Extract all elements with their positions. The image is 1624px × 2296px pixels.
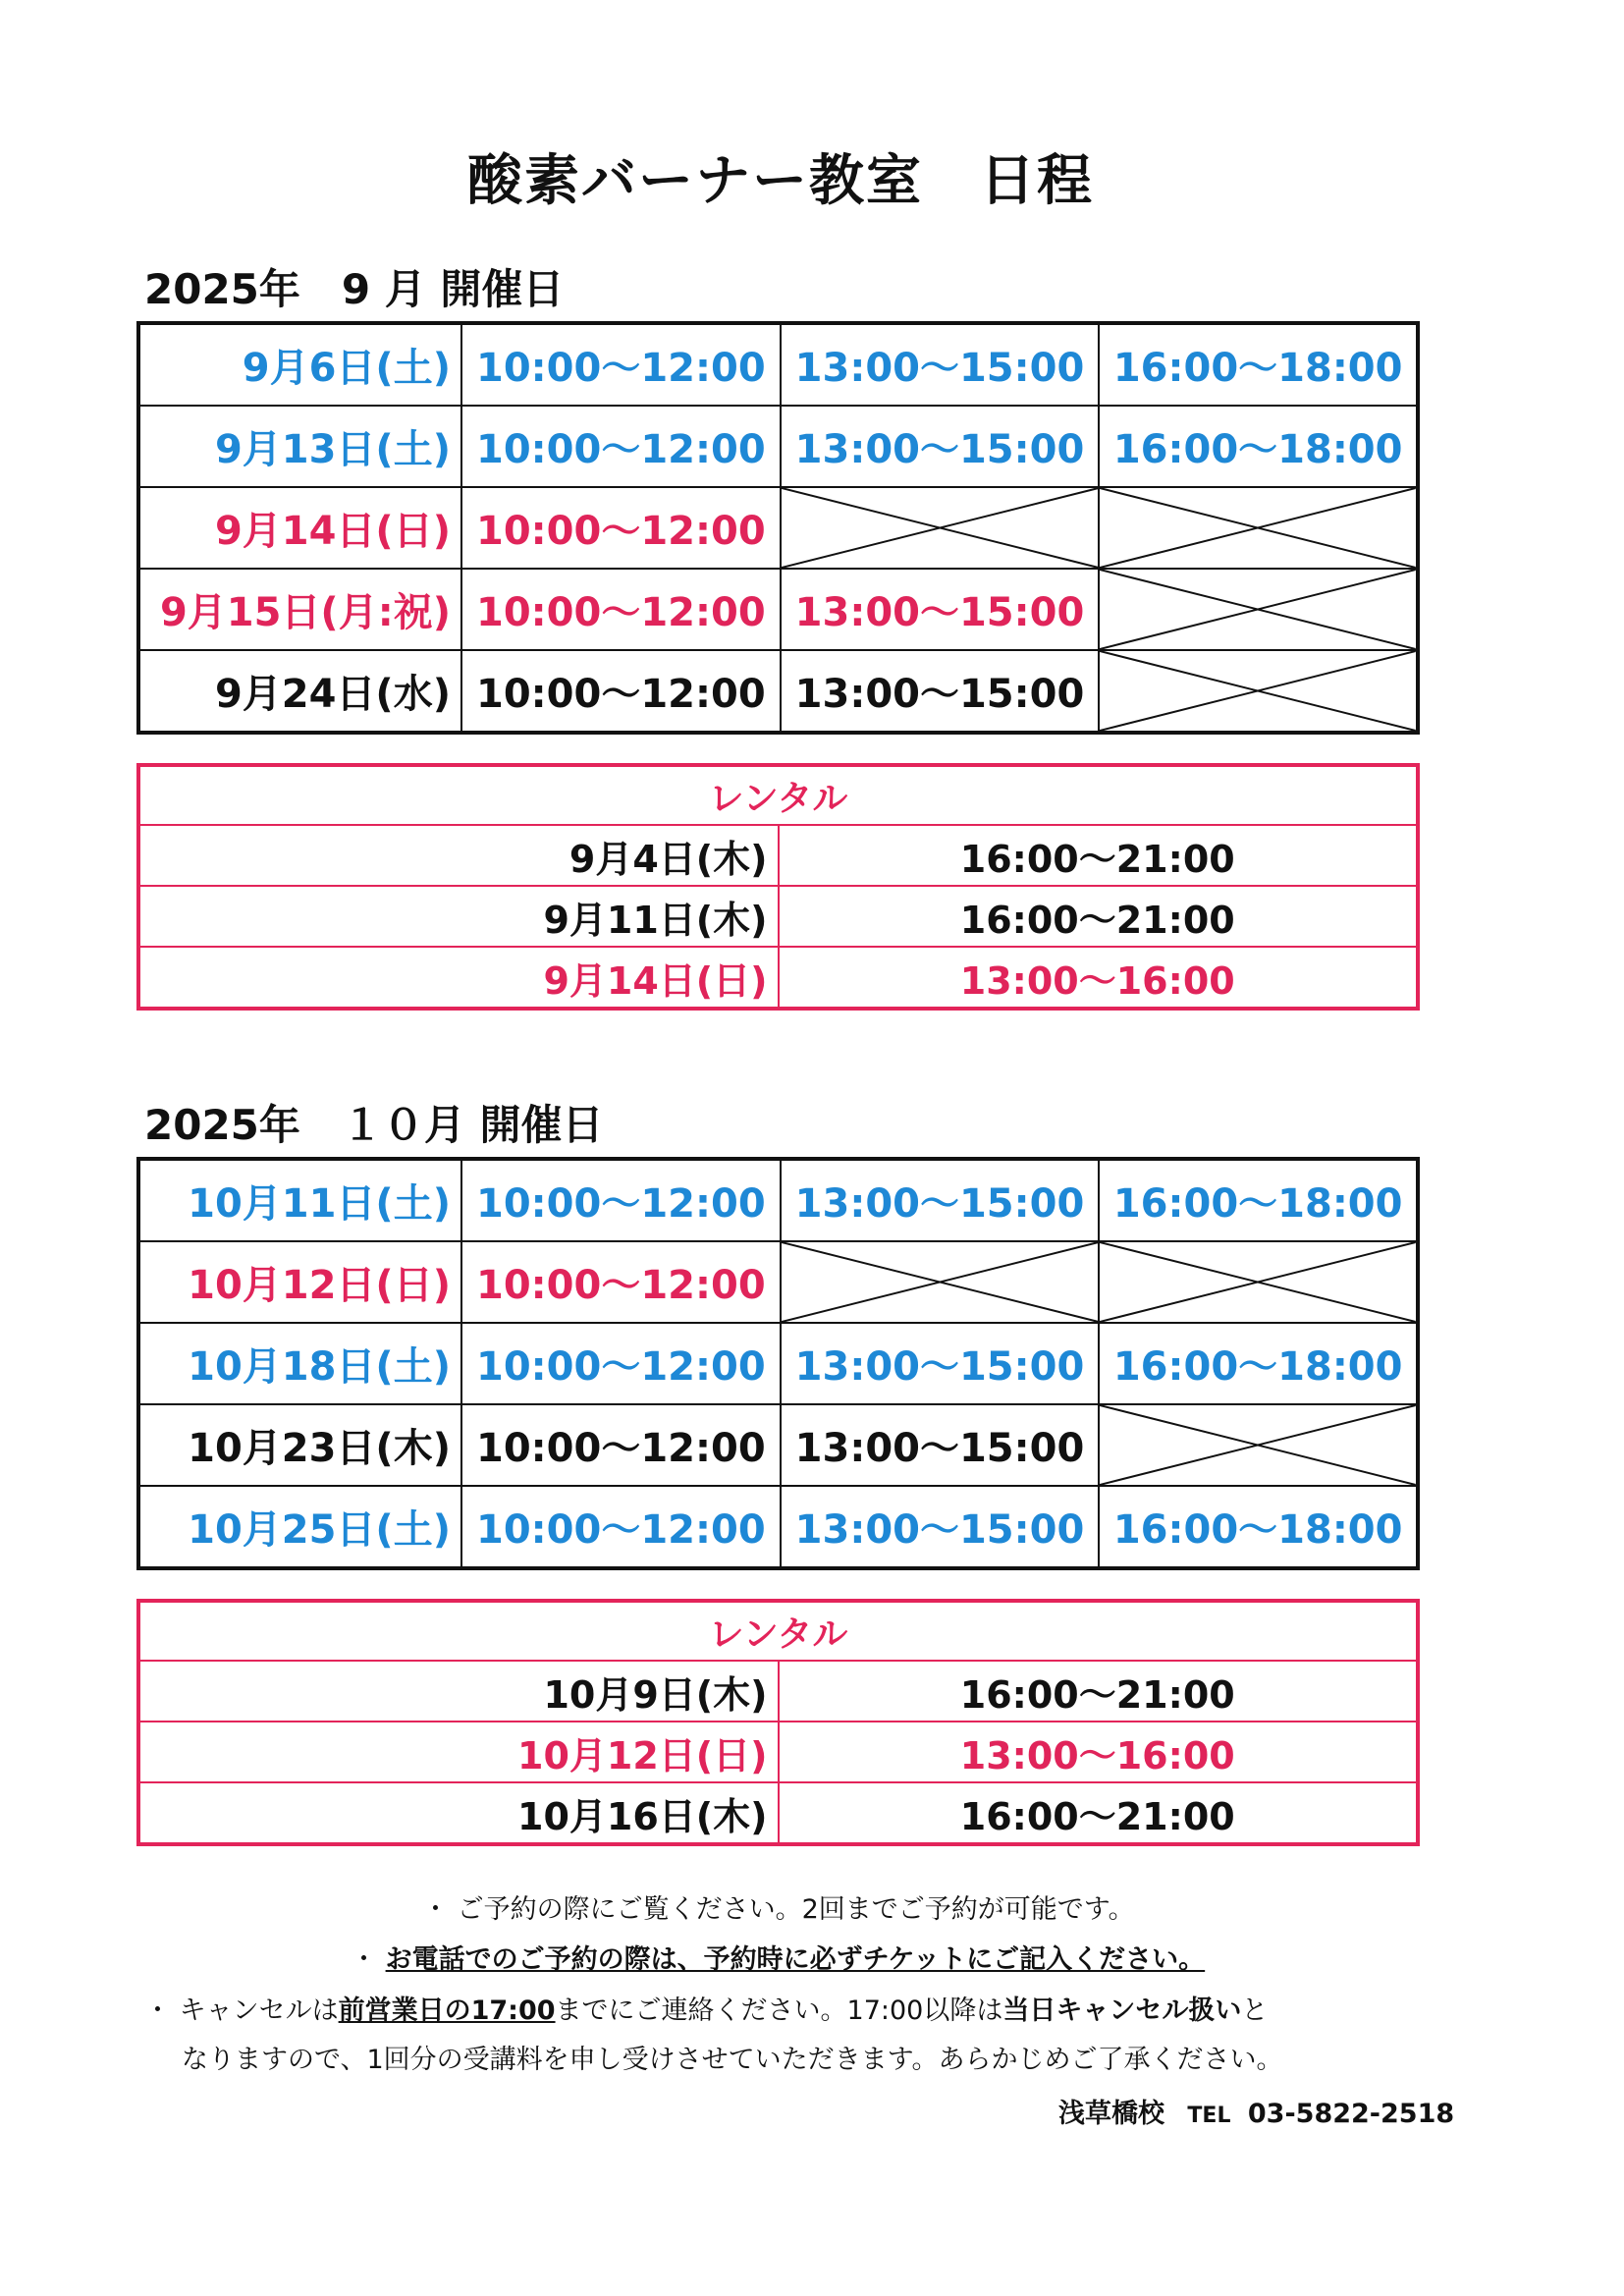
rental-row [138, 1722, 1418, 1782]
rental-time: 13:00～16:00 [779, 947, 1419, 1009]
rental-time: 16:00～21:00 [779, 1661, 1419, 1722]
schedule-slot: 13:00～15:00 [781, 1159, 1100, 1241]
schedule-date: 9月15日(月:祝) [138, 569, 461, 650]
schedule-slot: 13:00～15:00 [781, 1323, 1100, 1404]
schedule-row [138, 1159, 1418, 1241]
note-cancel-a: ・ キャンセルは [144, 1995, 339, 2026]
rental-date: 9月11日(木) [138, 886, 779, 947]
schedule-row [138, 1323, 1418, 1404]
schedule-slot: 10:00～12:00 [461, 569, 781, 650]
schedule-slot: 10:00～12:00 [461, 1241, 781, 1323]
note-cancel-e: と [1241, 1995, 1269, 2026]
rental-row [138, 825, 1418, 886]
rental-header-row [138, 765, 1418, 825]
note-cancel-fee: なりますので、1回分の受講料を申し受けさせていただきます。あらかじめご了承ください。 [182, 2045, 1283, 2075]
schedule-date: 9月13日(土) [138, 406, 461, 487]
rental-row [138, 1782, 1418, 1844]
note-reservation-view: ・ ご予約の際にご覧ください。2回までご予約が可能です。 [422, 1894, 1135, 1925]
unavailable-cross-icon [1100, 488, 1416, 568]
schedule-slot: 10:00～12:00 [461, 1486, 781, 1568]
schedule-row [138, 1241, 1418, 1323]
schedule-slot: 16:00～18:00 [1099, 1486, 1418, 1568]
schedule-slot: 13:00～15:00 [781, 1486, 1100, 1568]
schedule-slot: 16:00～18:00 [1099, 406, 1418, 487]
rental-time: 16:00～21:00 [779, 1782, 1419, 1844]
schedule-date: 10月23日(木) [138, 1404, 461, 1486]
schedule-date: 10月11日(土) [138, 1159, 461, 1241]
schedule-slot: 16:00～18:00 [1099, 1323, 1418, 1404]
schedule-date: 10月25日(土) [138, 1486, 461, 1568]
rental-date: 9月14日(日) [138, 947, 779, 1009]
rental-date: 9月4日(木) [138, 825, 779, 886]
unavailable-cross-icon [782, 1242, 1099, 1322]
unavailable-cross-icon [1100, 570, 1416, 649]
schedule-date: 9月24日(水) [138, 650, 461, 733]
schedule-row [138, 487, 1418, 569]
schedule-slot: 13:00～15:00 [781, 1404, 1100, 1486]
rental-time: 16:00～21:00 [779, 886, 1419, 947]
rental-date: 10月9日(木) [138, 1661, 779, 1722]
schedule-slot: 10:00～12:00 [461, 323, 781, 406]
september-heading: 2025年 9 月 開催日 [144, 265, 565, 313]
school-name: 浅草橋校 [1058, 2099, 1164, 2129]
schedule-date: 9月14日(日) [138, 487, 461, 569]
schedule-date: 9月6日(土) [138, 323, 461, 406]
schedule-row [138, 1404, 1418, 1486]
schedule-slot: 13:00～15:00 [781, 406, 1100, 487]
schedule-slot: 13:00～15:00 [781, 323, 1100, 406]
tel-number: 03-5822-2518 [1247, 2099, 1455, 2129]
schedule-slot-empty [1099, 487, 1418, 569]
rental-header-row [138, 1601, 1418, 1661]
schedule-slot: 13:00～15:00 [781, 569, 1100, 650]
note-bullet: ・ [351, 1944, 386, 1975]
schedule-slot: 16:00～18:00 [1099, 1159, 1418, 1241]
note-cancel-policy [144, 1989, 1268, 2027]
rental-time: 13:00～16:00 [779, 1722, 1419, 1782]
october-heading: 2025年 １０月 開催日 [144, 1101, 604, 1149]
rental-row [138, 947, 1418, 1009]
unavailable-cross-icon [1100, 651, 1416, 731]
rental-header: レンタル [138, 765, 1418, 825]
schedule-slot-empty [1099, 1404, 1418, 1486]
schedule-slot-empty [781, 487, 1100, 569]
schedule-slot: 10:00～12:00 [461, 1159, 781, 1241]
schedule-slot: 13:00～15:00 [781, 650, 1100, 733]
unavailable-cross-icon [782, 488, 1099, 568]
schedule-date: 10月12日(日) [138, 1241, 461, 1323]
october-rental-table [136, 1599, 1420, 1846]
schedule-row [138, 1486, 1418, 1568]
rental-row [138, 886, 1418, 947]
schedule-slot: 10:00～12:00 [461, 650, 781, 733]
schedule-row [138, 650, 1418, 733]
note-phone-reservation [351, 1938, 1205, 1976]
schedule-slot: 10:00～12:00 [461, 1404, 781, 1486]
tel-label: TEL [1187, 2104, 1231, 2128]
schedule-slot-empty [781, 1241, 1100, 1323]
note-cancel-deadline: 前営業日の17:00 [338, 1995, 556, 2026]
september-rental-table [136, 763, 1420, 1011]
schedule-row [138, 406, 1418, 487]
schedule-slot: 16:00～18:00 [1099, 323, 1418, 406]
schedule-slot-empty [1099, 650, 1418, 733]
schedule-slot: 10:00～12:00 [461, 1323, 781, 1404]
rental-row [138, 1661, 1418, 1722]
rental-date: 10月12日(日) [138, 1722, 779, 1782]
page-title: 酸素バーナー教室 日程 [467, 149, 1094, 213]
schedule-row [138, 569, 1418, 650]
schedule-slot-empty [1099, 569, 1418, 650]
unavailable-cross-icon [1100, 1405, 1416, 1485]
rental-time: 16:00～21:00 [779, 825, 1419, 886]
october-schedule-table [136, 1157, 1420, 1570]
schedule-slot: 10:00～12:00 [461, 406, 781, 487]
schedule-row [138, 323, 1418, 406]
unavailable-cross-icon [1100, 1242, 1416, 1322]
schedule-date: 10月18日(土) [138, 1323, 461, 1404]
rental-date: 10月16日(木) [138, 1782, 779, 1844]
rental-header: レンタル [138, 1601, 1418, 1661]
september-schedule-table [136, 321, 1420, 735]
schedule-slot: 10:00～12:00 [461, 487, 781, 569]
note-cancel-sameday: 当日キャンセル扱い [1002, 1995, 1242, 2026]
note-cancel-c: までにご連絡ください。17:00以降は [555, 1995, 1003, 2026]
footer-contact [1058, 2092, 1454, 2130]
schedule-slot-empty [1099, 1241, 1418, 1323]
note-phone-text: お電話でのご予約の際は、予約時に必ずチケットにご記入ください。 [385, 1944, 1206, 1975]
